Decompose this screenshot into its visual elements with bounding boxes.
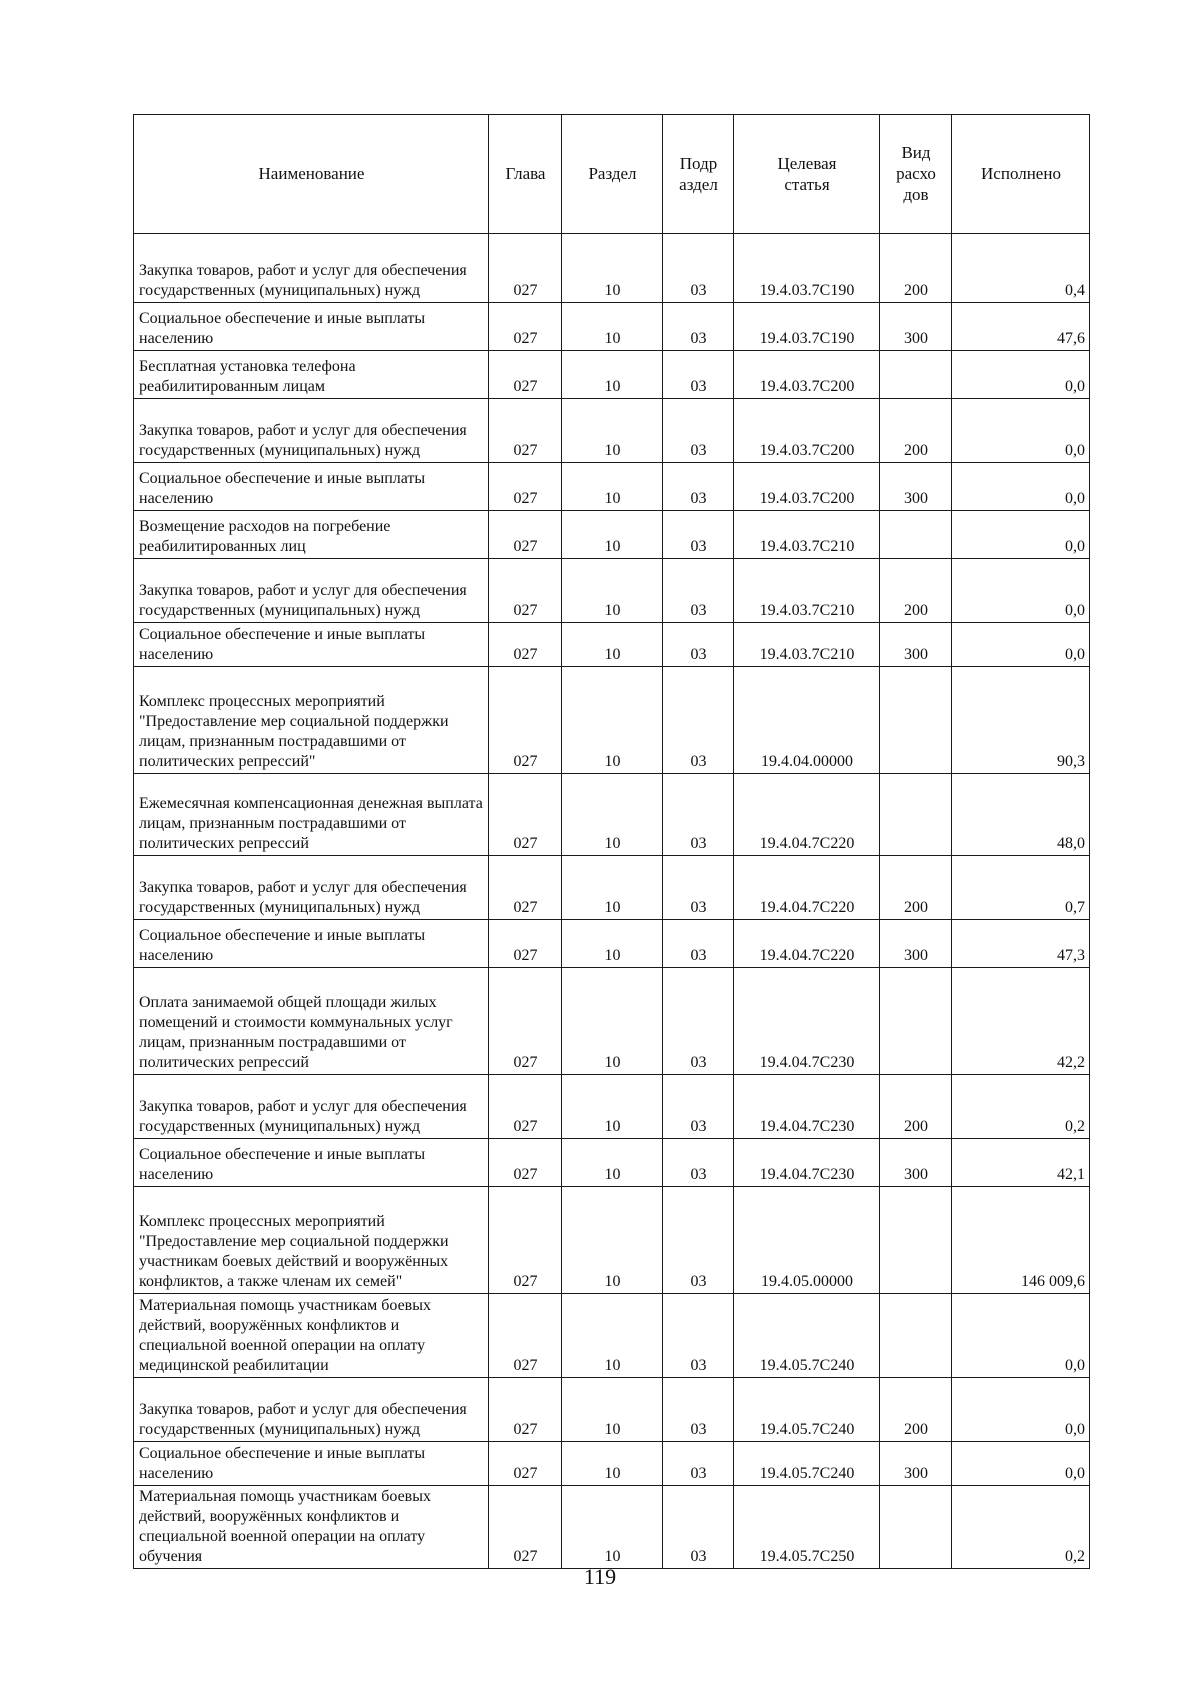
vid-rashodov-cell: 300 [880, 1442, 952, 1486]
vid-rashodov-cell: 200 [880, 856, 952, 920]
row-name-cell: Закупка товаров, работ и услуг для обеспечения государственных (муниципальных) нужд [134, 234, 489, 303]
ispolneno-cell: 0,0 [952, 351, 1090, 399]
razdel-cell: 10 [562, 667, 663, 774]
celevaya-statya-cell: 19.4.03.7С200 [734, 351, 880, 399]
header-ispolneno: Исполнено [952, 115, 1090, 234]
glava-cell: 027 [489, 1442, 562, 1486]
vid-rashodov-cell [880, 667, 952, 774]
razdel-cell: 10 [562, 351, 663, 399]
razdel-cell: 10 [562, 303, 663, 351]
row-name-cell: Материальная помощь участникам боевых действий, вооружённых конфликтов и специальной военной операции на оплату обучения [134, 1486, 489, 1569]
razdel-cell: 10 [562, 1486, 663, 1569]
vid-rashodov-cell [880, 1294, 952, 1378]
row-name-cell: Возмещение расходов на погребение реабилитированных лиц [134, 511, 489, 559]
celevaya-statya-cell: 19.4.03.7С200 [734, 463, 880, 511]
podrazdel-cell: 03 [663, 1294, 734, 1378]
ispolneno-cell: 90,3 [952, 667, 1090, 774]
vid-rashodov-cell: 300 [880, 623, 952, 667]
podrazdel-cell: 03 [663, 774, 734, 856]
podrazdel-cell: 03 [663, 511, 734, 559]
vid-rashodov-cell: 200 [880, 399, 952, 463]
ispolneno-cell: 0,2 [952, 1075, 1090, 1139]
celevaya-statya-cell: 19.4.03.7С190 [734, 303, 880, 351]
table-row [134, 774, 1090, 856]
ispolneno-cell: 0,2 [952, 1486, 1090, 1569]
ispolneno-cell: 0,0 [952, 1294, 1090, 1378]
glava-cell: 027 [489, 351, 562, 399]
vid-rashodov-cell: 300 [880, 463, 952, 511]
vid-rashodov-cell: 200 [880, 559, 952, 623]
glava-cell: 027 [489, 920, 562, 968]
row-name-cell: Закупка товаров, работ и услуг для обеспечения государственных (муниципальных) нужд [134, 559, 489, 623]
vid-rashodov-cell [880, 511, 952, 559]
vid-rashodov-cell [880, 1187, 952, 1294]
celevaya-statya-cell: 19.4.05.7С240 [734, 1442, 880, 1486]
razdel-cell: 10 [562, 1075, 663, 1139]
celevaya-statya-cell: 19.4.04.7С220 [734, 774, 880, 856]
razdel-cell: 10 [562, 399, 663, 463]
table-row [134, 559, 1090, 623]
razdel-cell: 10 [562, 559, 663, 623]
ispolneno-cell: 47,6 [952, 303, 1090, 351]
glava-cell: 027 [489, 667, 562, 774]
ispolneno-cell: 0,4 [952, 234, 1090, 303]
ispolneno-cell: 146 009,6 [952, 1187, 1090, 1294]
celevaya-statya-cell: 19.4.05.7С250 [734, 1486, 880, 1569]
vid-rashodov-cell [880, 351, 952, 399]
podrazdel-cell: 03 [663, 559, 734, 623]
podrazdel-cell: 03 [663, 968, 734, 1075]
podrazdel-cell: 03 [663, 1442, 734, 1486]
row-name-cell: Закупка товаров, работ и услуг для обеспечения государственных (муниципальных) нужд [134, 856, 489, 920]
header-podrazdel: Подр аздел [663, 115, 734, 234]
header-naimenovanie: Наименование [134, 115, 489, 234]
table-row [134, 1486, 1090, 1569]
ispolneno-cell: 0,0 [952, 1442, 1090, 1486]
row-name-cell: Ежемесячная компенсационная денежная выплата лицам, признанным пострадавшими от политических репрессий [134, 774, 489, 856]
razdel-cell: 10 [562, 1294, 663, 1378]
table-row [134, 1187, 1090, 1294]
row-name-cell: Закупка товаров, работ и услуг для обеспечения государственных (муниципальных) нужд [134, 1075, 489, 1139]
celevaya-statya-cell: 19.4.03.7С210 [734, 559, 880, 623]
celevaya-statya-cell: 19.4.03.7С200 [734, 399, 880, 463]
table-row [134, 463, 1090, 511]
table-row [134, 920, 1090, 968]
glava-cell: 027 [489, 559, 562, 623]
glava-cell: 027 [489, 968, 562, 1075]
vid-rashodov-cell [880, 774, 952, 856]
razdel-cell: 10 [562, 623, 663, 667]
podrazdel-cell: 03 [663, 1486, 734, 1569]
podrazdel-cell: 03 [663, 1075, 734, 1139]
razdel-cell: 10 [562, 920, 663, 968]
ispolneno-cell: 42,2 [952, 968, 1090, 1075]
glava-cell: 027 [489, 1486, 562, 1569]
table-row [134, 399, 1090, 463]
page-number: 119 [583, 1564, 617, 1589]
glava-cell: 027 [489, 1378, 562, 1442]
vid-rashodov-cell: 300 [880, 920, 952, 968]
row-name-cell: Социальное обеспечение и иные выплаты населению [134, 920, 489, 968]
ispolneno-cell: 0,0 [952, 399, 1090, 463]
table-row [134, 623, 1090, 667]
razdel-cell: 10 [562, 774, 663, 856]
razdel-cell: 10 [562, 1139, 663, 1187]
ispolneno-cell: 0,0 [952, 623, 1090, 667]
podrazdel-cell: 03 [663, 667, 734, 774]
glava-cell: 027 [489, 1294, 562, 1378]
table-row [134, 667, 1090, 774]
row-name-cell: Социальное обеспечение и иные выплаты населению [134, 463, 489, 511]
row-name-cell: Закупка товаров, работ и услуг для обеспечения государственных (муниципальных) нужд [134, 399, 489, 463]
ispolneno-cell: 0,0 [952, 559, 1090, 623]
ispolneno-cell: 47,3 [952, 920, 1090, 968]
ispolneno-cell: 0,0 [952, 463, 1090, 511]
vid-rashodov-cell [880, 1486, 952, 1569]
razdel-cell: 10 [562, 968, 663, 1075]
celevaya-statya-cell: 19.4.04.7С220 [734, 920, 880, 968]
header-row [134, 115, 1090, 234]
ispolneno-cell: 0,0 [952, 1378, 1090, 1442]
header-vid-rashodov: Вид расхо дов [880, 115, 952, 234]
header-razdel: Раздел [562, 115, 663, 234]
glava-cell: 027 [489, 234, 562, 303]
celevaya-statya-cell: 19.4.03.7С210 [734, 511, 880, 559]
vid-rashodov-cell: 300 [880, 303, 952, 351]
table-row [134, 1378, 1090, 1442]
table-row [134, 511, 1090, 559]
podrazdel-cell: 03 [663, 351, 734, 399]
podrazdel-cell: 03 [663, 1187, 734, 1294]
podrazdel-cell: 03 [663, 234, 734, 303]
celevaya-statya-cell: 19.4.04.00000 [734, 667, 880, 774]
glava-cell: 027 [489, 1075, 562, 1139]
razdel-cell: 10 [562, 856, 663, 920]
glava-cell: 027 [489, 511, 562, 559]
row-name-cell: Социальное обеспечение и иные выплаты населению [134, 303, 489, 351]
ispolneno-cell: 42,1 [952, 1139, 1090, 1187]
podrazdel-cell: 03 [663, 463, 734, 511]
ispolneno-cell: 48,0 [952, 774, 1090, 856]
glava-cell: 027 [489, 303, 562, 351]
celevaya-statya-cell: 19.4.05.7С240 [734, 1294, 880, 1378]
budget-table [133, 114, 1090, 1569]
table-row [134, 968, 1090, 1075]
vid-rashodov-cell: 200 [880, 234, 952, 303]
ispolneno-cell: 0,7 [952, 856, 1090, 920]
row-name-cell: Закупка товаров, работ и услуг для обеспечения государственных (муниципальных) нужд [134, 1378, 489, 1442]
table-row [134, 1294, 1090, 1378]
table-row [134, 856, 1090, 920]
podrazdel-cell: 03 [663, 1378, 734, 1442]
glava-cell: 027 [489, 774, 562, 856]
row-name-cell: Социальное обеспечение и иные выплаты населению [134, 1139, 489, 1187]
glava-cell: 027 [489, 1187, 562, 1294]
celevaya-statya-cell: 19.4.04.7С230 [734, 1075, 880, 1139]
celevaya-statya-cell: 19.4.03.7С210 [734, 623, 880, 667]
table-row [134, 1442, 1090, 1486]
podrazdel-cell: 03 [663, 1139, 734, 1187]
razdel-cell: 10 [562, 234, 663, 303]
vid-rashodov-cell: 200 [880, 1075, 952, 1139]
podrazdel-cell: 03 [663, 920, 734, 968]
vid-rashodov-cell: 200 [880, 1378, 952, 1442]
celevaya-statya-cell: 19.4.04.7С230 [734, 968, 880, 1075]
celevaya-statya-cell: 19.4.04.7С230 [734, 1139, 880, 1187]
razdel-cell: 10 [562, 1442, 663, 1486]
glava-cell: 027 [489, 399, 562, 463]
podrazdel-cell: 03 [663, 623, 734, 667]
celevaya-statya-cell: 19.4.03.7С190 [734, 234, 880, 303]
header-glava: Глава [489, 115, 562, 234]
row-name-cell: Социальное обеспечение и иные выплаты населению [134, 623, 489, 667]
row-name-cell: Бесплатная установка телефона реабилитированным лицам [134, 351, 489, 399]
row-name-cell: Комплекс процессных мероприятий "Предоставление мер социальной поддержки участникам боевых действий и вооружённых конфликтов, а также членам их семей" [134, 1187, 489, 1294]
table-row [134, 351, 1090, 399]
celevaya-statya-cell: 19.4.04.7С220 [734, 856, 880, 920]
table-row [134, 1075, 1090, 1139]
ispolneno-cell: 0,0 [952, 511, 1090, 559]
podrazdel-cell: 03 [663, 303, 734, 351]
vid-rashodov-cell [880, 968, 952, 1075]
row-name-cell: Социальное обеспечение и иные выплаты населению [134, 1442, 489, 1486]
glava-cell: 027 [489, 856, 562, 920]
razdel-cell: 10 [562, 1378, 663, 1442]
razdel-cell: 10 [562, 1187, 663, 1294]
row-name-cell: Комплекс процессных мероприятий "Предоставление мер социальной поддержки лицам, признанным пострадавшими от политических репрессий" [134, 667, 489, 774]
glava-cell: 027 [489, 463, 562, 511]
celevaya-statya-cell: 19.4.05.7С240 [734, 1378, 880, 1442]
header-celevaya-statya: Целевая статья [734, 115, 880, 234]
podrazdel-cell: 03 [663, 399, 734, 463]
table-body [134, 234, 1090, 1569]
row-name-cell: Материальная помощь участникам боевых действий, вооружённых конфликтов и специальной военной операции на оплату медицинской реабилитации [134, 1294, 489, 1378]
vid-rashodov-cell: 300 [880, 1139, 952, 1187]
podrazdel-cell: 03 [663, 856, 734, 920]
celevaya-statya-cell: 19.4.05.00000 [734, 1187, 880, 1294]
razdel-cell: 10 [562, 511, 663, 559]
razdel-cell: 10 [562, 463, 663, 511]
table-row [134, 303, 1090, 351]
glava-cell: 027 [489, 1139, 562, 1187]
table-row [134, 1139, 1090, 1187]
glava-cell: 027 [489, 623, 562, 667]
table-row [134, 234, 1090, 303]
row-name-cell: Оплата занимаемой общей площади жилых помещений и стоимости коммунальных услуг лицам, признанным пострадавшими от политических репрессий [134, 968, 489, 1075]
